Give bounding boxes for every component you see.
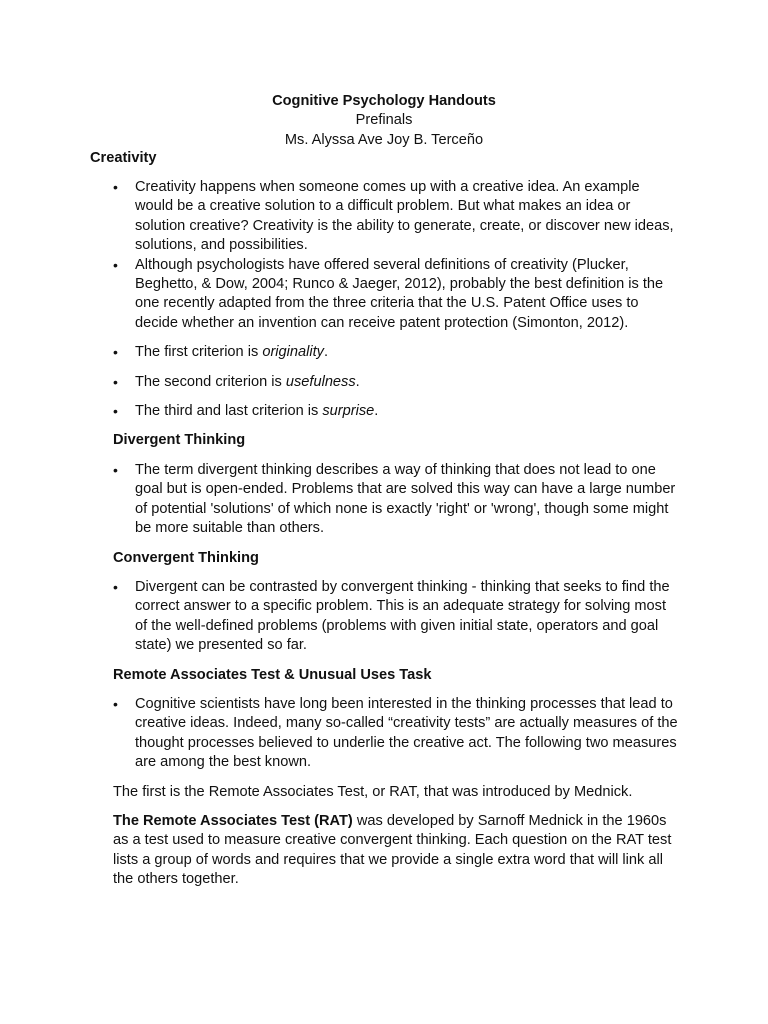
rat-intro-paragraph: The first is the Remote Associates Test, or RAT, that was introduced by Mednick.: [113, 783, 633, 800]
list-item: [113, 373, 678, 392]
list-item-text: Although psychologists have offered several definitions of creativity (Plucker, Beghetto, & Dow, 2004; Runco & Jaeger, 2012), probably the best definition is the one recently adapted from the three criteria that the U.S. Patent Office uses to decide whether an invention can receive patent protection (Simonton, 2012).: [135, 256, 664, 331]
document-author: Ms. Alyssa Ave Joy B. Terceño: [284, 131, 484, 148]
list-item: [113, 178, 678, 256]
bullet-icon: •: [113, 403, 118, 420]
criterion-prefix: The second criterion is: [135, 373, 286, 390]
document-subtitle: Prefinals: [355, 112, 413, 129]
section-heading-convergent: Convergent Thinking: [113, 549, 259, 566]
convergent-list: [113, 578, 678, 656]
rat-description-text: was developed by Sarnoff Mednick in the 1960s as a test used to measure creative convergent thinking. Each question on the RAT test lists a group of words and requires that we provide a single extra word that will link all the others together.: [113, 812, 672, 888]
criterion-term: originality: [262, 344, 324, 361]
list-item-text: Cognitive scientists have long been interested in the thinking processes that lead to creative ideas. Indeed, many so-called “creativity tests” are actually measures of the thought processes believed to underlie the creative act. The following two measures are among the best known.: [135, 695, 678, 771]
divergent-list: [113, 461, 678, 539]
document-header: [0, 92, 768, 150]
bullet-icon: •: [113, 344, 118, 361]
section-heading-creativity: Creativity: [90, 150, 157, 166]
list-item: [113, 695, 678, 773]
bullet-icon: •: [113, 578, 118, 595]
list-item-text: Creativity happens when someone comes up with a creative idea. An example would be a creative solution to a difficult problem. But what makes an idea or solution creative? Creativity is the ability to generate, create, or discover new ideas, solutions, and possibilities.: [135, 179, 674, 254]
criterion-period: .: [355, 373, 360, 390]
criterion-prefix: The third and last criterion is: [135, 403, 323, 420]
criterion-term: usefulness: [285, 373, 356, 390]
list-item: [113, 461, 678, 539]
list-item: [113, 256, 678, 334]
bullet-icon: •: [113, 373, 118, 390]
list-item-text: Divergent can be contrasted by convergent thinking - thinking that seeks to find the correct answer to a specific problem. This is an adequate strategy for solving most of the well-defined problems (problems with given initial state, operators and goal state) we presented so far.: [135, 578, 670, 654]
criterion-period: .: [374, 403, 379, 420]
rat-description-paragraph: [113, 812, 678, 890]
bullet-icon: •: [113, 695, 118, 712]
creativity-list: [113, 178, 678, 421]
list-item: [113, 578, 678, 656]
bullet-icon: •: [113, 256, 118, 273]
list-item: [113, 343, 678, 362]
section-heading-rat: Remote Associates Test & Unusual Uses Task: [113, 666, 432, 683]
criterion-period: .: [323, 344, 329, 361]
list-item-text: The term divergent thinking describes a way of thinking that does not lead to one goal but is open-ended. Problems that are solved this way can have a large number of potential 'solutions' of which none is exactly 'right' or 'wrong', though some might be more suitable than others.: [135, 461, 676, 537]
document-body: [113, 178, 678, 900]
document-title: Cognitive Psychology Handouts: [272, 93, 496, 109]
section-heading-divergent: Divergent Thinking: [113, 432, 246, 449]
rat-term: The Remote Associates Test (RAT): [113, 812, 353, 829]
criterion-term: surprise: [322, 403, 375, 420]
criterion-prefix: The first criterion is: [135, 344, 263, 361]
rat-list: [113, 695, 678, 773]
bullet-icon: •: [113, 461, 118, 478]
list-item: [113, 402, 678, 421]
bullet-icon: •: [113, 179, 118, 195]
